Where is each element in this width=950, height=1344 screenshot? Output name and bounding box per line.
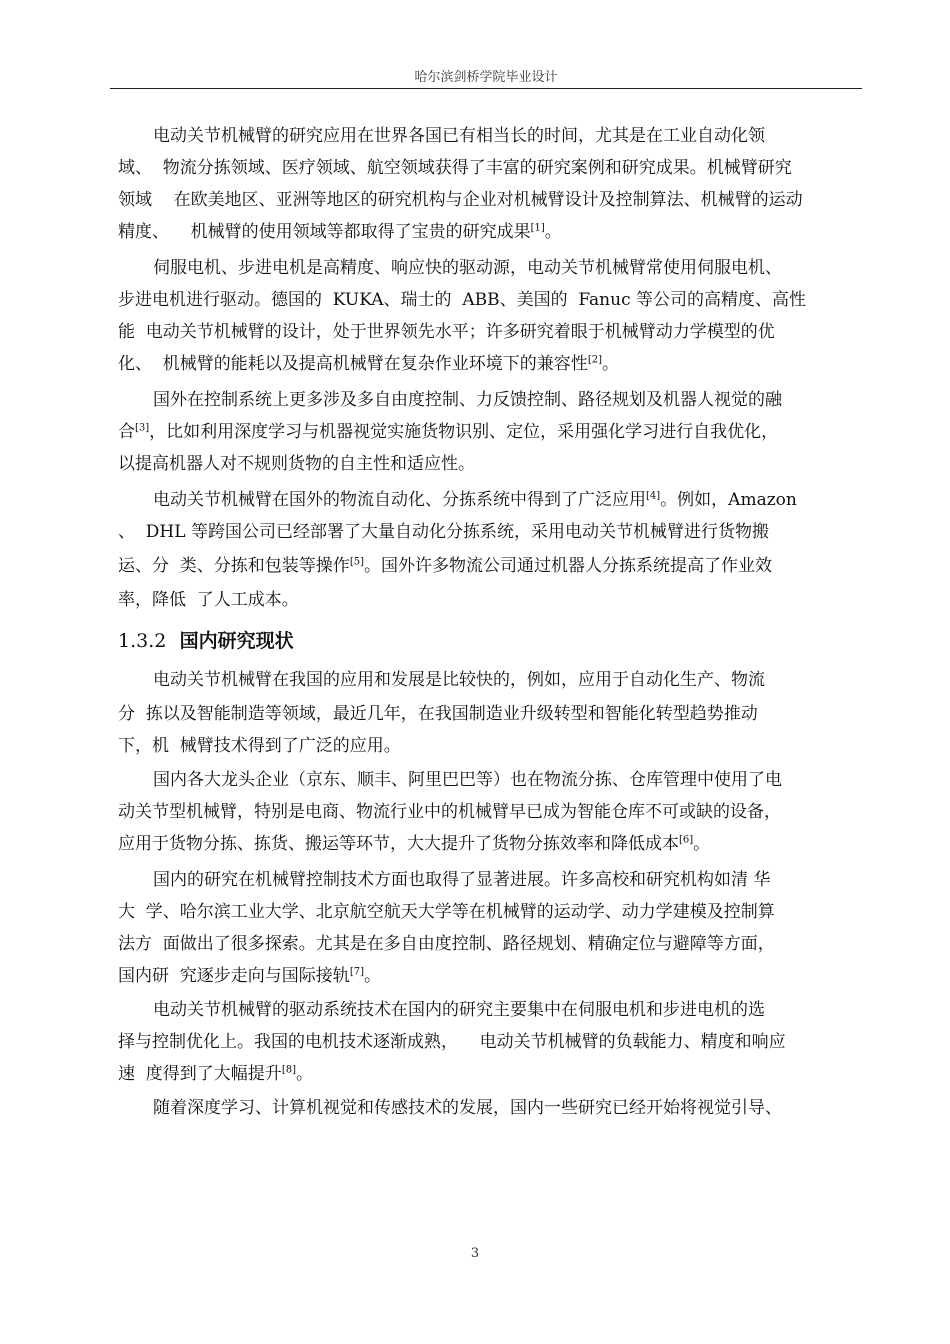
paragraph-8-line-1: 电动关节机械臂的驱动系统技术在国内的研究主要集中在伺服电机和步进电机的选 — [153, 1000, 765, 1020]
section-title: 国内研究现状 — [179, 630, 294, 652]
paragraph-4-line-1: 电动关节机械臂在国外的物流自动化、分拣系统中得到了广泛应用[4]。例如，Amazon — [153, 490, 797, 510]
citation-4: [4] — [646, 490, 661, 502]
paragraph-2-line-3: 能 电动关节机械臂的设计，处于世界领先水平；许多研究着眼于机械臂动力学模型的优 — [118, 322, 775, 342]
citation-7: [7] — [349, 966, 364, 978]
paragraph-2-line-4: 化、 机械臂的能耗以及提高机械臂在复杂作业环境下的兼容性[2]。 — [118, 354, 619, 374]
paragraph-6-line-1: 国内各大龙头企业（京东、顺丰、阿里巴巴等）也在物流分拣、仓库管理中使用了电 — [153, 770, 782, 790]
paragraph-4-line-3: 运、分 类、分拣和包装等操作[5]。国外许多物流公司通过机器人分拣系统提高了作业效 — [118, 556, 772, 576]
paragraph-6-line-2: 动关节型机械臂，特别是电商、物流行业中的机械臂早已成为智能仓库不可或缺的设备， — [118, 802, 781, 822]
paragraph-5-line-1: 电动关节机械臂在我国的应用和发展是比较快的，例如，应用于自动化生产、物流 — [153, 670, 765, 690]
paragraph-5-line-2: 分 拣以及智能制造等领域，最近几年，在我国制造业升级转型和智能化转型趋势推动 — [118, 704, 758, 724]
paragraph-8-line-3: 速 度得到了大幅提升[8]。 — [118, 1064, 313, 1084]
paragraph-7-line-2: 大 学、哈尔滨工业大学、北京航空航天大学等在机械臂的运动学、动力学建模及控制算 — [118, 902, 775, 922]
paragraph-4-line-4: 率，降低 了人工成本。 — [118, 590, 299, 610]
citation-2: [2] — [587, 354, 602, 366]
paragraph-2-line-2: 步进电机进行驱动。德国的 KUKA、瑞士的 ABB、美国的 Fanuc 等公司的高精度、高性 — [118, 290, 806, 310]
paragraph-4-line-2: 、 DHL 等跨国公司已经部署了大量自动化分拣系统，采用电动关节机械臂进行货物搬 — [118, 522, 769, 542]
paragraph-3-line-3: 以提高机器人对不规则货物的自主性和适应性。 — [118, 454, 475, 474]
citation-6: [6] — [679, 834, 694, 846]
paragraph-3-line-1: 国外在控制系统上更多涉及多自由度控制、力反馈控制、路径规划及机器人视觉的融 — [153, 390, 782, 410]
page-number: 3 — [470, 1246, 480, 1261]
section-number: 1.3.2 — [118, 630, 167, 652]
citation-3: [3] — [135, 422, 150, 434]
paragraph-5-line-3: 下，机 械臂技术得到了广泛的应用。 — [118, 736, 401, 756]
paragraph-3-line-2: 合[3]，比如利用深度学习与机器视觉实施货物识别、定位，采用强化学习进行自我优化， — [118, 422, 779, 442]
paragraph-1-line-2: 域、 物流分拣领域、医疗领域、航空领域获得了丰富的研究案例和研究成果。机械臂研究 — [118, 158, 792, 178]
section-heading — [118, 626, 294, 653]
paragraph-7-line-1: 国内的研究在机械臂控制技术方面也取得了显著进展。许多高校和研究机构如清 华 — [153, 870, 771, 890]
paragraph-9-line-1: 随着深度学习、计算机视觉和传感技术的发展，国内一些研究已经开始将视觉引导、 — [153, 1098, 782, 1118]
paragraph-2-line-1: 伺服电机、步进电机是高精度、响应快的驱动源，电动关节机械臂常使用伺服电机、 — [153, 258, 782, 278]
page-header: 哈尔滨剑桥学院毕业设计 — [414, 70, 558, 85]
paragraph-1-line-4: 精度、 机械臂的使用领域等都取得了宝贵的研究成果[1]。 — [118, 222, 562, 242]
citation-5: [5] — [349, 556, 364, 568]
paragraph-6-line-3: 应用于货物分拣、拣货、搬运等环节，大大提升了货物分拣效率和降低成本[6]。 — [118, 834, 711, 854]
paragraph-7-line-4: 国内研 究逐步走向与国际接轨[7]。 — [118, 966, 381, 986]
paragraph-7-line-3: 法方 面做出了很多探索。尤其是在多自由度控制、路径规划、精确定位与避障等方面， — [118, 934, 775, 954]
paragraph-8-line-2: 择与控制优化上。我国的电机技术逐渐成熟， 电动关节机械臂的负载能力、精度和响应 — [118, 1032, 786, 1052]
paragraph-1-line-1: 电动关节机械臂的研究应用在世界各国已有相当长的时间，尤其是在工业自动化领 — [153, 126, 765, 146]
header-divider — [110, 88, 862, 89]
citation-8: [8] — [281, 1064, 296, 1076]
paragraph-1-line-3: 领域 在欧美地区、亚洲等地区的研究机构与企业对机械臂设计及控制算法、机械臂的运动 — [118, 190, 803, 210]
citation-1: [1] — [530, 222, 545, 234]
